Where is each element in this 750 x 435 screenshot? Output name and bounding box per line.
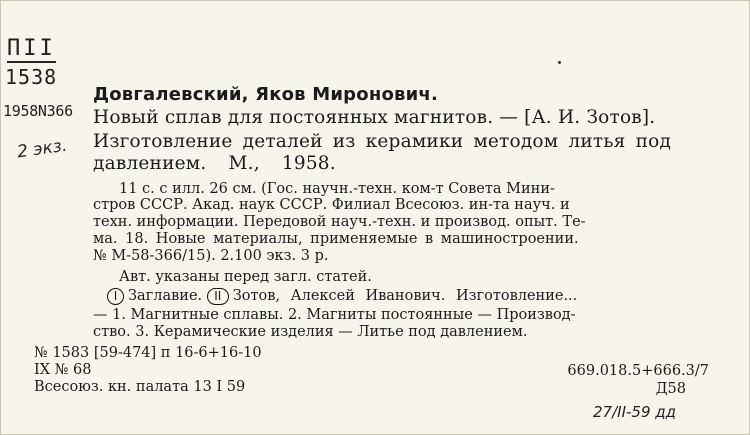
collation-line-5: № М-58-366/15). 2.100 экз. 3 р. xyxy=(93,248,329,264)
shelf-mark-number: 1538 xyxy=(5,65,58,89)
title-line-3: давлением. М., 1958. xyxy=(93,153,336,174)
collation-line-4: ма. 18. Новые материалы, применяемые в машиностроении. xyxy=(93,231,579,247)
author-note: Авт. указаны перед загл. статей. xyxy=(119,269,372,285)
footer-chamber: Всесоюз. кн. палата 13 I 59 xyxy=(34,379,246,395)
footer-record-number: № 1583 [59-474] п 16-6+16-10 xyxy=(34,345,262,361)
tracing-title-label: Заглавие. xyxy=(128,288,203,304)
title-line-2: Изготовление деталей из керамики методом литья под xyxy=(93,131,672,152)
footer-ix-number: IX № 68 xyxy=(34,362,92,378)
copies-note: 2 экз. xyxy=(15,135,69,163)
udc-classification: 669.018.5+666.3/7 xyxy=(567,363,709,379)
circled-number-1: I xyxy=(107,288,124,305)
circled-number-2: II xyxy=(207,288,229,305)
collation-line-2: стров СССР. Акад. наук СССР. Филиал Всесоюз. ин-та науч. и xyxy=(93,197,570,213)
collation-line-1: 11 с. с илл. 26 см. (Гос. научн.-техн. ком-т Совета Мини- xyxy=(119,181,555,197)
tracing-line-1 xyxy=(107,288,577,305)
collation-line-3: техн. информации. Передовой науч.-техн. и производ. опыт. Те- xyxy=(93,214,586,230)
accession-number: 1958N366 xyxy=(3,102,73,120)
handwritten-date: 27/II-59 дд xyxy=(593,403,676,421)
tracing-line-2: — 1. Магнитные сплавы. 2. Магниты постоянные — Производ- xyxy=(93,307,576,323)
author-heading: Довгалевский, Яков Миронович. xyxy=(93,84,439,105)
tracing-line-3: ство. 3. Керамические изделия — Литье под давлением. xyxy=(93,324,528,340)
tracing-coauthor: Зотов, Алексей Иванович. Изготовление... xyxy=(232,288,578,304)
author-mark: Д58 xyxy=(655,381,686,397)
title-line-1: Новый сплав для постоянных магнитов. — [А. И. Зотов]. xyxy=(93,107,656,128)
speck xyxy=(558,61,561,64)
shelf-mark-top: ПII xyxy=(7,36,56,61)
